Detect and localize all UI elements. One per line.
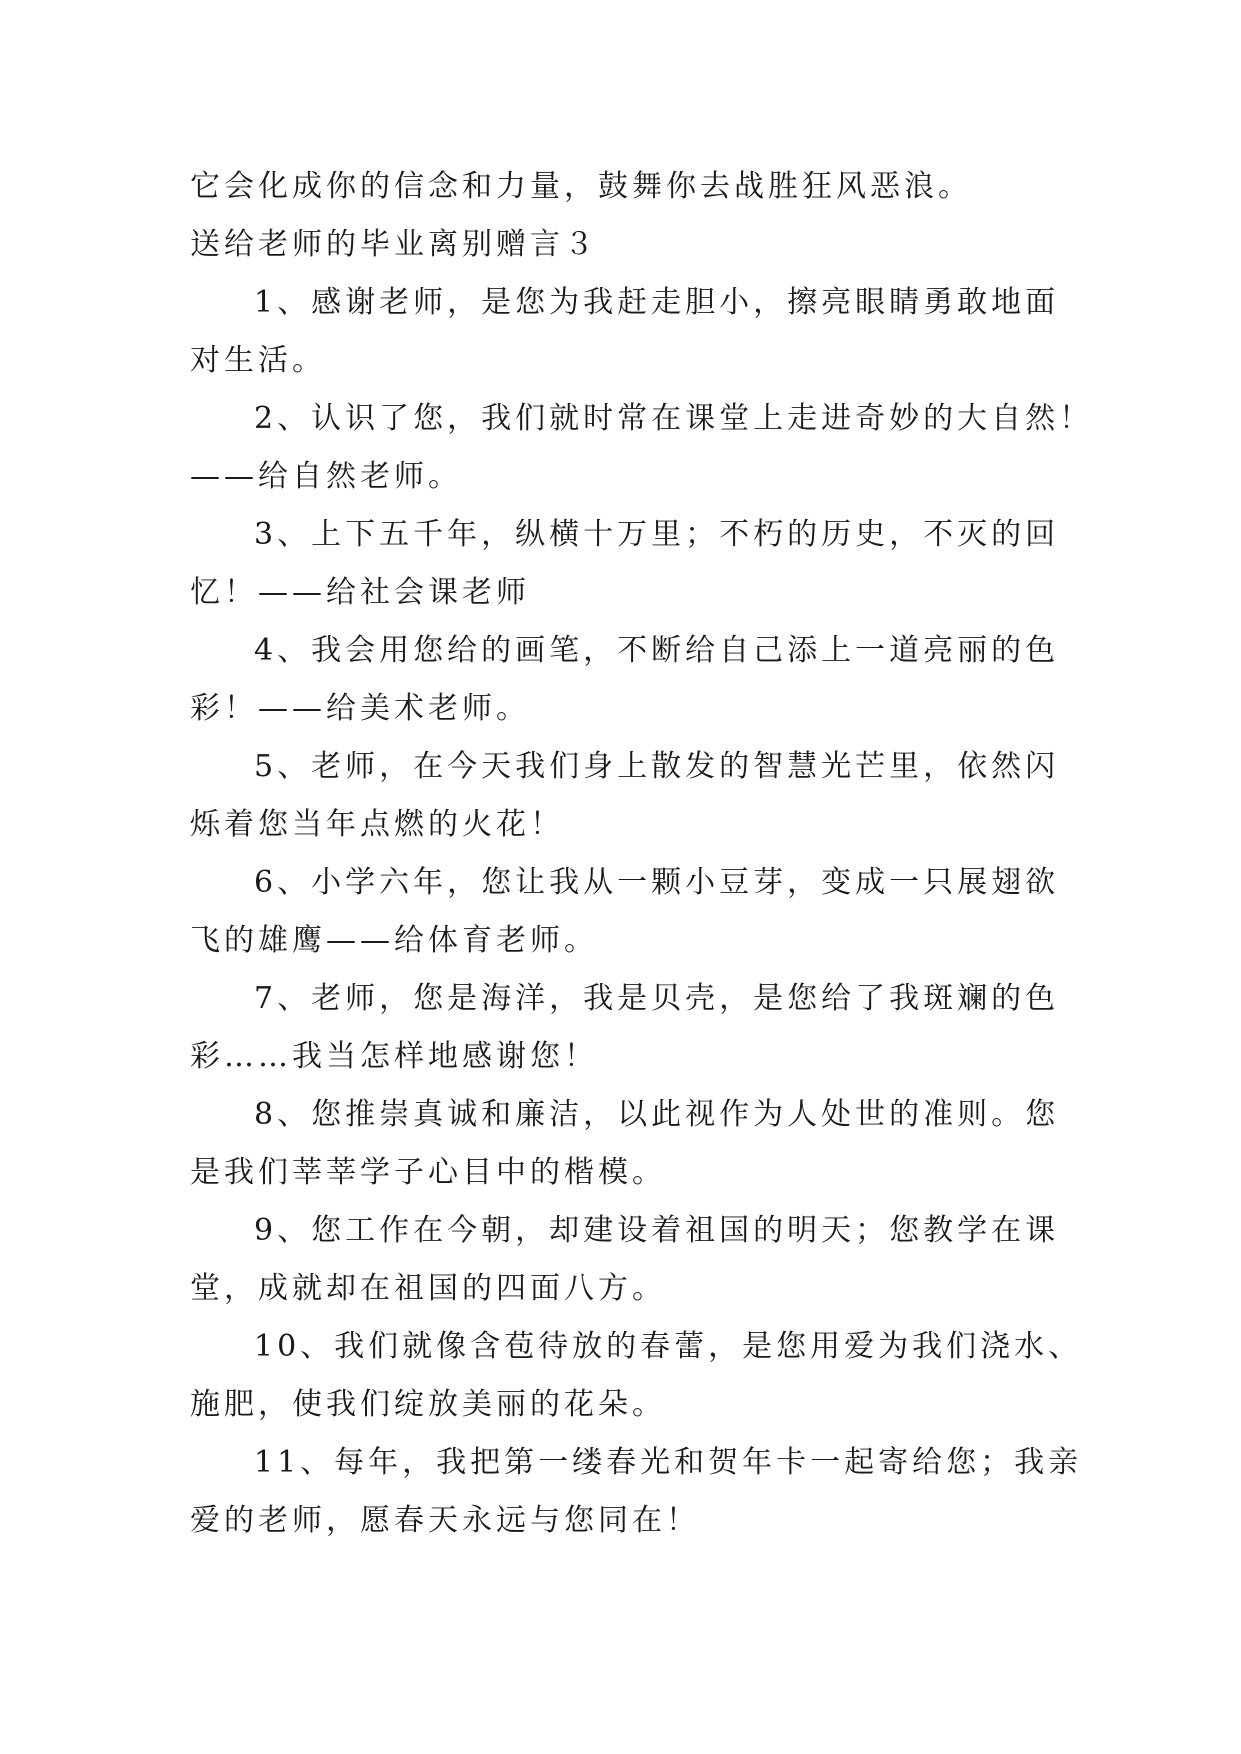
paragraph-line: 是我们莘莘学子心目中的楷模。 (190, 1155, 666, 1190)
paragraph-line: 对生活。 (190, 343, 326, 378)
paragraph-line: 它会化成你的信念和力量，鼓舞你去战胜狂风恶浪。 (190, 169, 972, 204)
paragraph-line: 5、老师，在今天我们身上散发的智慧光芒里，依然闪 (254, 749, 1060, 784)
paragraph-line: 1、感谢老师，是您为我赶走胆小，擦亮眼睛勇敢地面 (254, 285, 1060, 320)
paragraph-line: 彩……我当怎样地感谢您！ (190, 1039, 598, 1074)
section-heading: 送给老师的毕业离别赠言３ (190, 227, 598, 262)
paragraph-line: 4、我会用您给的画笔，不断给自己添上一道亮丽的色 (254, 633, 1060, 668)
document-body (190, 158, 1094, 1550)
paragraph-line: 爱的老师，愿春天永远与您同在！ (190, 1503, 700, 1538)
paragraph-line: 3、上下五千年，纵横十万里；不朽的历史，不灭的回 (254, 517, 1060, 552)
paragraph-line: 2、认识了您，我们就时常在课堂上走进奇妙的大自然！ (254, 401, 1094, 436)
paragraph-line: 施肥，使我们绽放美丽的花朵。 (190, 1387, 666, 1422)
paragraph-line: 8、您推崇真诚和廉洁，以此视作为人处世的准则。您 (254, 1097, 1060, 1132)
paragraph-line: 彩！——给美术老师。 (190, 691, 530, 726)
paragraph-line: ——给自然老师。 (190, 459, 462, 494)
paragraph-line: 9、您工作在今朝，却建设着祖国的明天；您教学在课 (254, 1213, 1060, 1248)
paragraph-line: 10、我们就像含苞待放的春蕾，是您用爱为我们浇水、 (254, 1329, 1083, 1364)
paragraph-line: 6、小学六年，您让我从一颗小豆芽，变成一只展翅欲 (254, 865, 1060, 900)
paragraph-line: 烁着您当年点燃的火花！ (190, 807, 564, 842)
paragraph-line: 忆！——给社会课老师 (190, 575, 530, 610)
paragraph-line: 7、老师，您是海洋，我是贝壳，是您给了我斑斓的色 (254, 981, 1060, 1016)
paragraph-line: 堂，成就却在祖国的四面八方。 (190, 1271, 666, 1306)
paragraph-line: 11、每年，我把第一缕春光和贺年卡一起寄给您；我亲 (254, 1445, 1083, 1480)
paragraph-line: 飞的雄鹰——给体育老师。 (190, 923, 598, 958)
